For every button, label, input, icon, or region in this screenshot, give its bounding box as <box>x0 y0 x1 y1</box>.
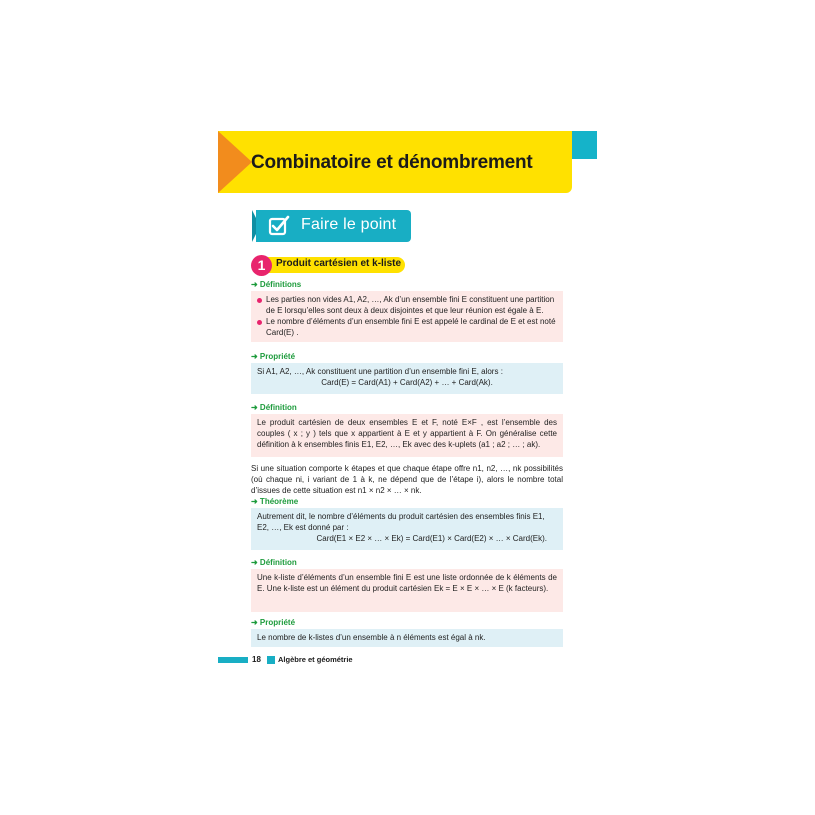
principle-paragraph: Si une situation comporte k étapes et que chaque étape offre n1, n2, …, nk possibilités (où chaque ni, i variant de 1 à k, ne dépend que de l’étape i), alors le nombre total d’issues de cette situation est n1 × n2 × … × nk. <box>251 464 563 495</box>
section-title: Produit cartésien et k-liste <box>276 258 402 269</box>
propriete-formula: Card(E) = Card(A1) + Card(A2) + … + Card(Ak). <box>321 378 493 387</box>
banner-arrow-decoration <box>218 131 252 193</box>
checkbox-check-icon <box>268 215 290 237</box>
propriete-box <box>251 363 563 394</box>
theoreme-box <box>251 508 563 550</box>
label-propriete: ➜ Propriété <box>251 352 296 361</box>
theoreme-statement: Autrement dit, le nombre d’éléments du produit cartésien des ensembles finis E1, E2, …, Ek est donné par : <box>257 512 545 532</box>
label-theoreme: ➜ Théorème <box>251 497 299 506</box>
footer-square-decoration <box>267 656 275 664</box>
k-liste-definition-box <box>251 569 563 612</box>
label-definition-k-liste: ➜ Définition <box>251 558 297 567</box>
k-liste-propriete-box <box>251 629 563 647</box>
chapter-title: Combinatoire et dénombrement <box>251 152 533 173</box>
banner-tab-decoration <box>572 131 597 159</box>
propriete-statement: Si A1, A2, …, Ak constituent une partition d’un ensemble fini E, alors : <box>257 367 503 376</box>
label-definition: ➜ Définition <box>251 403 297 412</box>
definition-bullet-1: Les parties non vides A1, A2, …, Ak d’un ensemble fini E constituent une partition de E lorsqu’elles sont deux à deux disjointes et que leur réunion est égale à E. <box>257 294 557 316</box>
k-liste-definition-text: Une k-liste d’éléments d’un ensemble fini E est une liste ordonnée de k éléments de E. Une k-liste est un élément du produit cartésien Ek = E × E × … × E (k facteurs). <box>257 573 557 593</box>
definition-bullet-2: Le nombre d’éléments d’un ensemble fini E est appelé le cardinal de E et est noté Card(E) . <box>257 316 557 338</box>
k-liste-propriete-text: Le nombre de k-listes d’un ensemble à n éléments est égal à nk. <box>257 633 486 642</box>
badge-label: Faire le point <box>301 216 397 233</box>
definitions-box <box>251 291 563 342</box>
footer-title: Algèbre et géométrie <box>278 655 353 664</box>
theoreme-formula: Card(E1 × E2 × … × Ek) = Card(E1) × Card(E2) × … × Card(Ek). <box>316 534 547 543</box>
label-definitions: ➜ Définitions <box>251 280 302 289</box>
label-propriete-k-liste: ➜ Propriété <box>251 618 296 627</box>
page-number: 18 <box>252 655 261 664</box>
section-number: 1 <box>251 255 272 276</box>
definition-box <box>251 414 563 457</box>
definition-text: Le produit cartésien de deux ensembles E et F, noté E×F , est l’ensemble des couples ( x ; y ) tels que x appartient à E et y appartient à F. On généralise cette définition à k ensembles finis E1, E2, …, Ek avec des k-uplets (a1 ; a2 ; … ; ak). <box>257 418 557 449</box>
footer-bar-decoration <box>218 657 248 663</box>
